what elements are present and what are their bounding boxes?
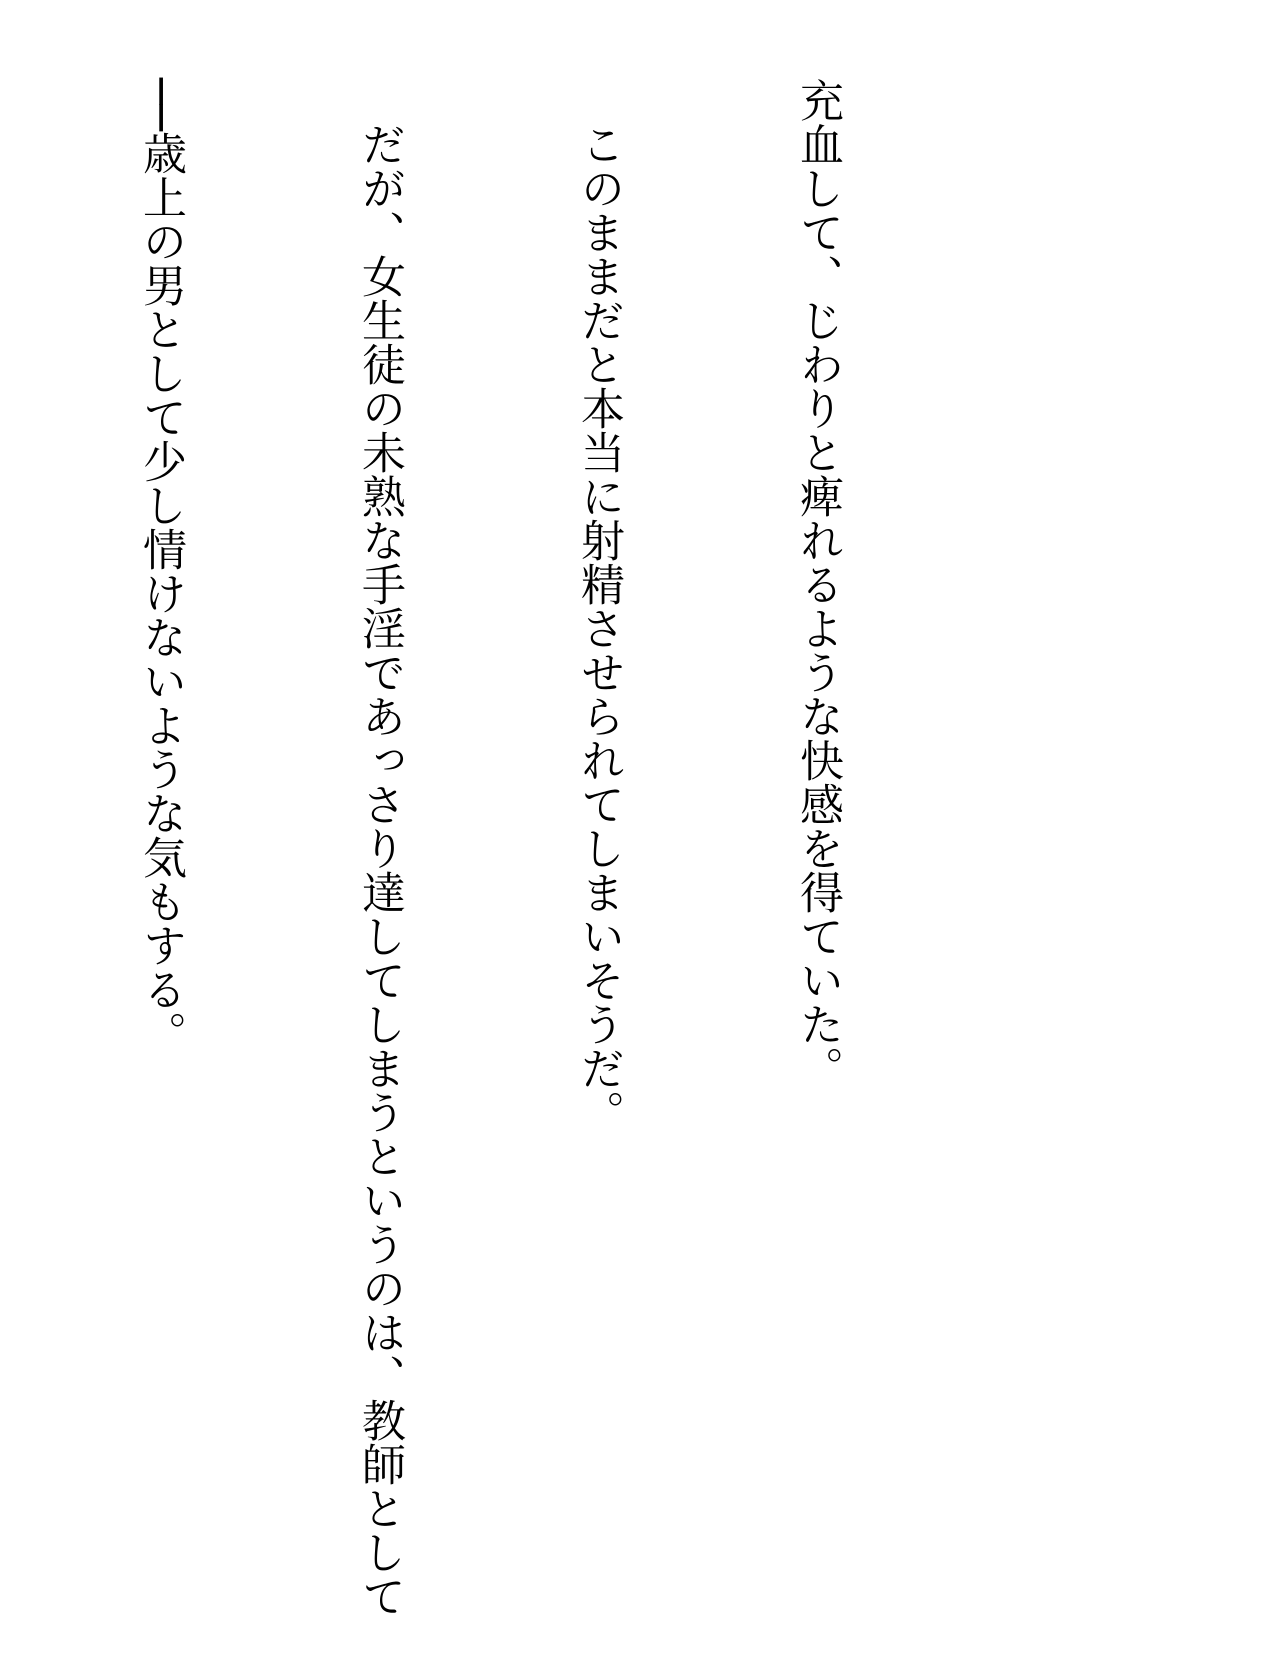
- text-line-1: 充血して、じわりと痺れるような快感を得ていた。: [792, 78, 843, 1090]
- vertical-text-block: [0, 78, 1000, 1618]
- text-line-4: ──歳上の男として少し情けないような気もする。: [135, 78, 186, 1055]
- text-line-3: だが、女生徒の未熟な手淫であっさり達してしまうというのは、教師として: [354, 78, 405, 1618]
- text-line-2: このままだと本当に射精させられてしまいそうだ。: [573, 78, 624, 1134]
